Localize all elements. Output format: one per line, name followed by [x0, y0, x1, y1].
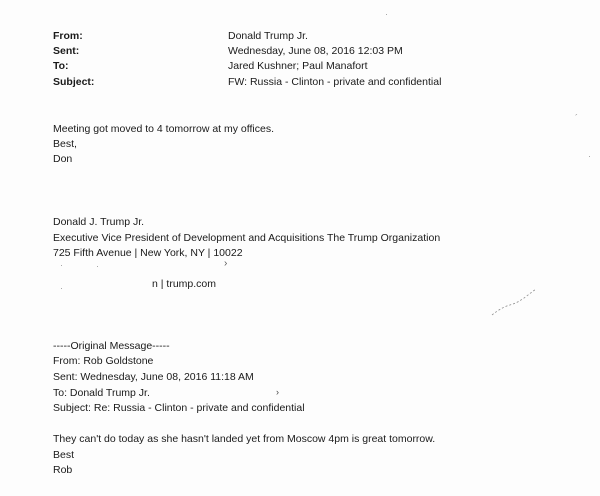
original-to: To: Donald Trump Jr.: [53, 387, 150, 399]
scan-speck: ›: [276, 387, 279, 397]
original-separator: -----Original Message-----: [53, 340, 170, 352]
sent-label: Sent:: [53, 45, 80, 57]
original-body-line-3: Rob: [53, 464, 73, 476]
signature-web: n | trump.com: [152, 278, 216, 290]
original-body-line-1: They can't do today as she hasn't landed yet from Moscow 4pm is great tomorrow.: [53, 433, 436, 445]
subject-label: Subject:: [53, 76, 95, 88]
subject-value: FW: Russia - Clinton - private and confidential: [228, 76, 442, 88]
scan-speck: ·: [96, 261, 99, 271]
scan-scribble: [490, 285, 540, 320]
to-value: Jared Kushner; Paul Manafort: [228, 60, 368, 72]
original-body-line-2: Best: [53, 449, 75, 461]
body-line-3: Don: [53, 153, 73, 165]
body-line-1: Meeting got moved to 4 tomorrow at my offices.: [53, 123, 274, 135]
scan-speck: ·: [385, 9, 388, 19]
scan-speck: ·: [588, 151, 591, 161]
signature-address: 725 Fifth Avenue | New York, NY | 10022: [53, 247, 243, 259]
original-sent: Sent: Wednesday, June 08, 2016 11:18 AM: [53, 371, 254, 383]
original-from: From: Rob Goldstone: [53, 355, 154, 367]
scan-speck: ·: [60, 260, 63, 270]
from-value: Donald Trump Jr.: [228, 30, 308, 42]
original-subject: Subject: Re: Russia - Clinton - private and confidential: [53, 402, 305, 414]
scan-speck: ›: [224, 258, 228, 269]
signature-name: Donald J. Trump Jr.: [53, 216, 145, 228]
from-label: From:: [53, 30, 83, 42]
sent-value: Wednesday, June 08, 2016 12:03 PM: [228, 45, 403, 57]
scan-speck: ·: [60, 283, 63, 293]
to-label: To:: [53, 60, 69, 72]
signature-title: Executive Vice President of Development and Acquisitions The Trump Organization: [53, 232, 441, 244]
scan-speck: ´: [575, 113, 578, 123]
body-line-2: Best,: [53, 138, 77, 150]
